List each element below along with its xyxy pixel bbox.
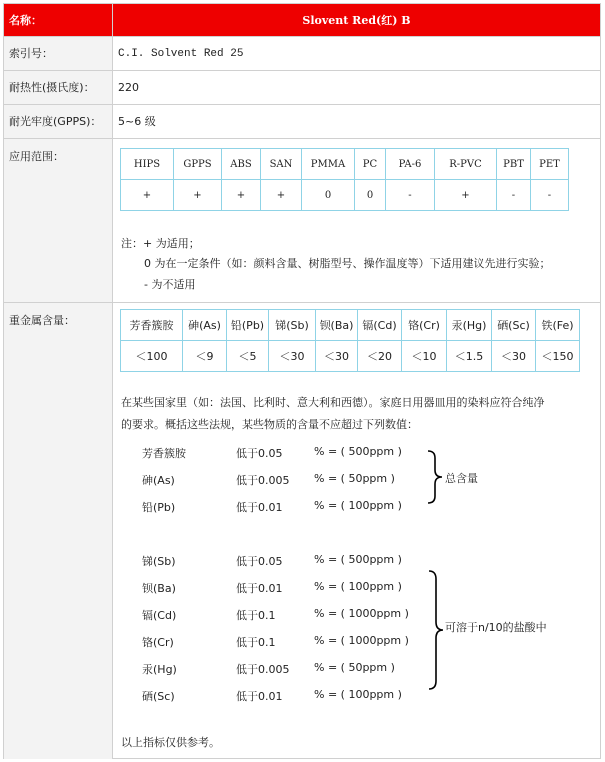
- limit-ppm: % = ( 50ppm ): [314, 472, 395, 485]
- limit-ppm: % = ( 50ppm ): [314, 661, 395, 674]
- metal-value-cell: ＜100: [121, 341, 183, 372]
- limit-name: 砷(As): [142, 474, 175, 487]
- metal-header-cell: 硒(Sc): [492, 310, 536, 341]
- limit-name: 钡(Ba): [142, 582, 176, 595]
- group-2-label: 可溶于n/10的盐酸中: [445, 621, 547, 634]
- metal-header-cell: 砷(As): [183, 310, 227, 341]
- note-line-1: 注：+ 为适用；: [121, 237, 200, 250]
- app-header-cell: PC: [355, 149, 386, 180]
- app-value-cell: +: [222, 180, 261, 211]
- metal-value-cell: ＜10: [402, 341, 447, 372]
- limit-ppm: % = ( 100ppm ): [314, 688, 402, 701]
- index-row: [4, 37, 600, 71]
- app-header-cell: ABS: [222, 149, 261, 180]
- regulation-line-1: 在某些国家里（如：法国、比利时、意大利和西德）。家庭日用器皿用的染料应符合纯净: [121, 396, 545, 409]
- heat-label: 耐热性(摄氏度)：: [4, 71, 113, 104]
- metal-header-cell: 汞(Hg): [447, 310, 492, 341]
- app-value-cell: +: [435, 180, 497, 211]
- app-header-cell: HIPS: [121, 149, 174, 180]
- metal-value-cell: ＜150: [536, 341, 580, 372]
- app-header-cell: R-PVC: [435, 149, 497, 180]
- limit-ppm: % = ( 100ppm ): [314, 580, 402, 593]
- index-value: C.I. Solvent Red 25: [118, 48, 244, 60]
- limit-value: 低于0.1: [236, 609, 276, 622]
- metal-value-cell: ＜1.5: [447, 341, 492, 372]
- name-row: [4, 4, 600, 37]
- app-value-cell: +: [174, 180, 222, 211]
- index-label: 索引号：: [4, 37, 113, 70]
- light-row: [4, 105, 600, 139]
- note-line-3: - 为不适用: [144, 278, 196, 291]
- metal-value-cell: ＜5: [227, 341, 269, 372]
- heat-row: [4, 71, 600, 105]
- heavy-metal-row: [4, 303, 600, 759]
- metal-value-cell: ＜30: [269, 341, 316, 372]
- limit-value: 低于0.05: [236, 555, 283, 568]
- heavy-metal-label: 重金属含量：: [4, 303, 113, 759]
- app-value-cell: 0: [355, 180, 386, 211]
- metal-value-cell: ＜30: [316, 341, 358, 372]
- metal-header-cell: 镉(Cd): [358, 310, 402, 341]
- brace-group-1: [424, 449, 446, 505]
- limit-ppm: % = ( 500ppm ): [314, 445, 402, 458]
- limit-name: 锑(Sb): [142, 555, 176, 568]
- app-header-cell: PA-6: [386, 149, 435, 180]
- app-value-cell: 0: [302, 180, 355, 211]
- metal-header-cell: 钡(Ba): [316, 310, 358, 341]
- app-value-cell: -: [386, 180, 435, 211]
- limit-ppm: % = ( 1000ppm ): [314, 607, 409, 620]
- metal-value-cell: ＜30: [492, 341, 536, 372]
- limit-value: 低于0.005: [236, 474, 290, 487]
- limit-name: 铅(Pb): [142, 501, 176, 514]
- footer-note: 以上指标仅供参考。: [121, 736, 220, 749]
- app-header-cell: SAN: [261, 149, 302, 180]
- application-label: 应用范围：: [4, 139, 113, 302]
- metal-value-cell: ＜20: [358, 341, 402, 372]
- limit-name: 铬(Cr): [142, 636, 174, 649]
- heat-value: 220: [118, 81, 139, 94]
- limit-value: 低于0.01: [236, 501, 283, 514]
- app-value-cell: +: [261, 180, 302, 211]
- limit-name: 汞(Hg): [142, 663, 177, 676]
- brace-group-2: [426, 569, 446, 691]
- limit-value: 低于0.01: [236, 582, 283, 595]
- light-value: 5~6 级: [118, 115, 156, 128]
- metal-header-cell: 芳香簇胺: [121, 310, 183, 341]
- app-header-cell: PBT: [497, 149, 531, 180]
- app-value-cell: -: [531, 180, 569, 211]
- limit-name: 硒(Sc): [142, 690, 175, 703]
- metal-value-cell: ＜9: [183, 341, 227, 372]
- limit-name: 芳香簇胺: [142, 447, 186, 460]
- name-label: 名称：: [4, 4, 113, 36]
- app-header-cell: PMMA: [302, 149, 355, 180]
- metal-header-cell: 铬(Cr): [402, 310, 447, 341]
- app-header-cell: PET: [531, 149, 569, 180]
- limit-value: 低于0.01: [236, 690, 283, 703]
- limit-value: 低于0.05: [236, 447, 283, 460]
- application-table: [120, 148, 569, 211]
- limit-value: 低于0.1: [236, 636, 276, 649]
- metal-header-cell: 铁(Fe): [536, 310, 580, 341]
- limit-value: 低于0.005: [236, 663, 290, 676]
- limit-ppm: % = ( 1000ppm ): [314, 634, 409, 647]
- note-line-2: 0 为在一定条件（如：颜料含量、树脂型号、操作温度等）下适用建议先进行实验；: [144, 257, 551, 270]
- metal-header-cell: 铅(Pb): [227, 310, 269, 341]
- app-value-cell: -: [497, 180, 531, 211]
- regulation-line-2: 的要求。概括这些法规，某些物质的含量不应超过下列数值：: [121, 418, 418, 431]
- limit-name: 镉(Cd): [142, 609, 177, 622]
- limit-ppm: % = ( 100ppm ): [314, 499, 402, 512]
- app-header-cell: GPPS: [174, 149, 222, 180]
- light-label: 耐光牢度(GPPS)：: [4, 105, 113, 138]
- application-row: [4, 139, 600, 303]
- product-name: Slovent Red(红) B: [113, 4, 600, 36]
- heavy-metal-table: [120, 309, 580, 372]
- product-spec-sheet: [3, 3, 601, 759]
- app-value-cell: +: [121, 180, 174, 211]
- limit-ppm: % = ( 500ppm ): [314, 553, 402, 566]
- group-1-label: 总含量: [445, 472, 478, 485]
- metal-header-cell: 锑(Sb): [269, 310, 316, 341]
